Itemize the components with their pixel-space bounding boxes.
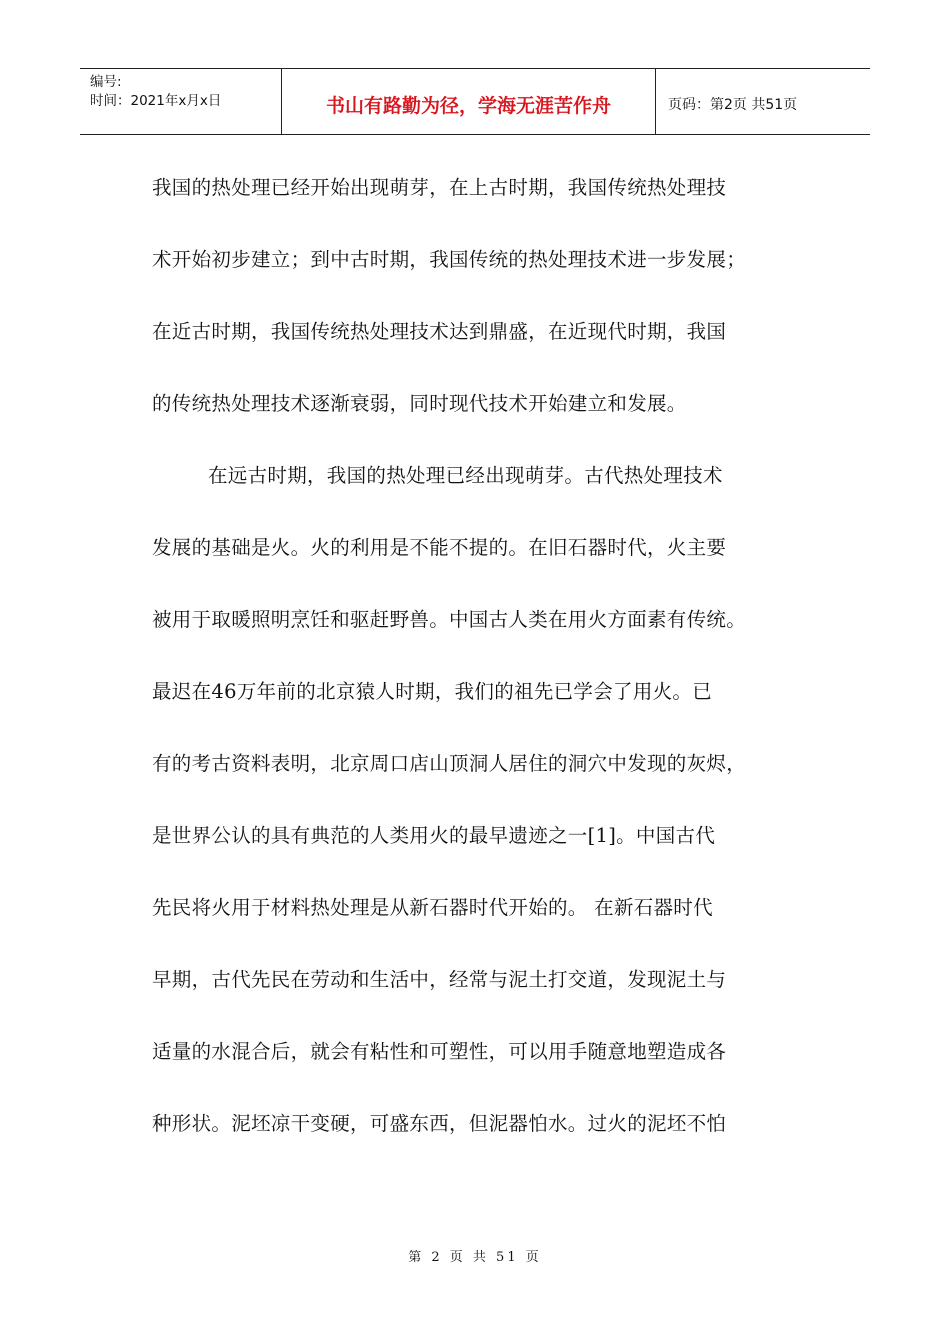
- body-text-line: 在近古时期，我国传统热处理技术达到鼎盛，在近现代时期，我国: [152, 320, 727, 343]
- date-label: 时间：2021年x月x日: [90, 93, 222, 109]
- body-text-line: 被用于取暖照明烹饪和驱赶野兽。中国古人类在用火方面素有传统。: [152, 608, 747, 631]
- page-header: [80, 68, 870, 135]
- body-text-line: 是世界公认的具有典范的人类用火的最早遗迹之一[1]。中国古代: [152, 824, 716, 847]
- page-footer: 第 2 页 共 51 页: [408, 1250, 542, 1265]
- body-text-line: 的传统热处理技术逐渐衰弱，同时现代技术开始建立和发展。: [152, 392, 687, 415]
- body-text-line: 最迟在46万年前的北京猿人时期，我们的祖先已学会了用火。已: [152, 680, 713, 703]
- body-text-line: 有的考古资料表明，北京周口店山顶洞人居住的洞穴中发现的灰烬，: [152, 752, 747, 775]
- body-text-line: 适量的水混合后，就会有粘性和可塑性，可以用手随意地塑造成各: [152, 1040, 727, 1063]
- body-text-line: 在远古时期，我国的热处理已经出现萌芽。古代热处理技术: [208, 464, 723, 487]
- header-motto: 书山有路勤为径，学海无涯苦作舟: [282, 69, 656, 134]
- body-text-line: 种形状。泥坯凉干变硬，可盛东西，但泥器怕水。过火的泥坯不怕: [152, 1112, 727, 1135]
- body-text-line: 先民将火用于材料热处理是从新石器时代开始的。 在新石器时代: [152, 896, 713, 919]
- body-text-line: 术开始初步建立；到中古时期，我国传统的热处理技术进一步发展；: [152, 248, 747, 271]
- document-body: [152, 154, 820, 1162]
- body-text-line: 发展的基础是火。火的利用是不能不提的。在旧石器时代，火主要: [152, 536, 727, 559]
- serial-number-label: 编号:: [90, 74, 122, 90]
- header-meta: [80, 69, 282, 134]
- body-text-line: 早期，古代先民在劳动和生活中，经常与泥土打交道，发现泥土与: [152, 968, 727, 991]
- header-page-info: 页码：第2页 共51页: [668, 96, 798, 113]
- body-text-line: 我国的热处理已经开始出现萌芽，在上古时期，我国传统热处理技: [152, 176, 727, 199]
